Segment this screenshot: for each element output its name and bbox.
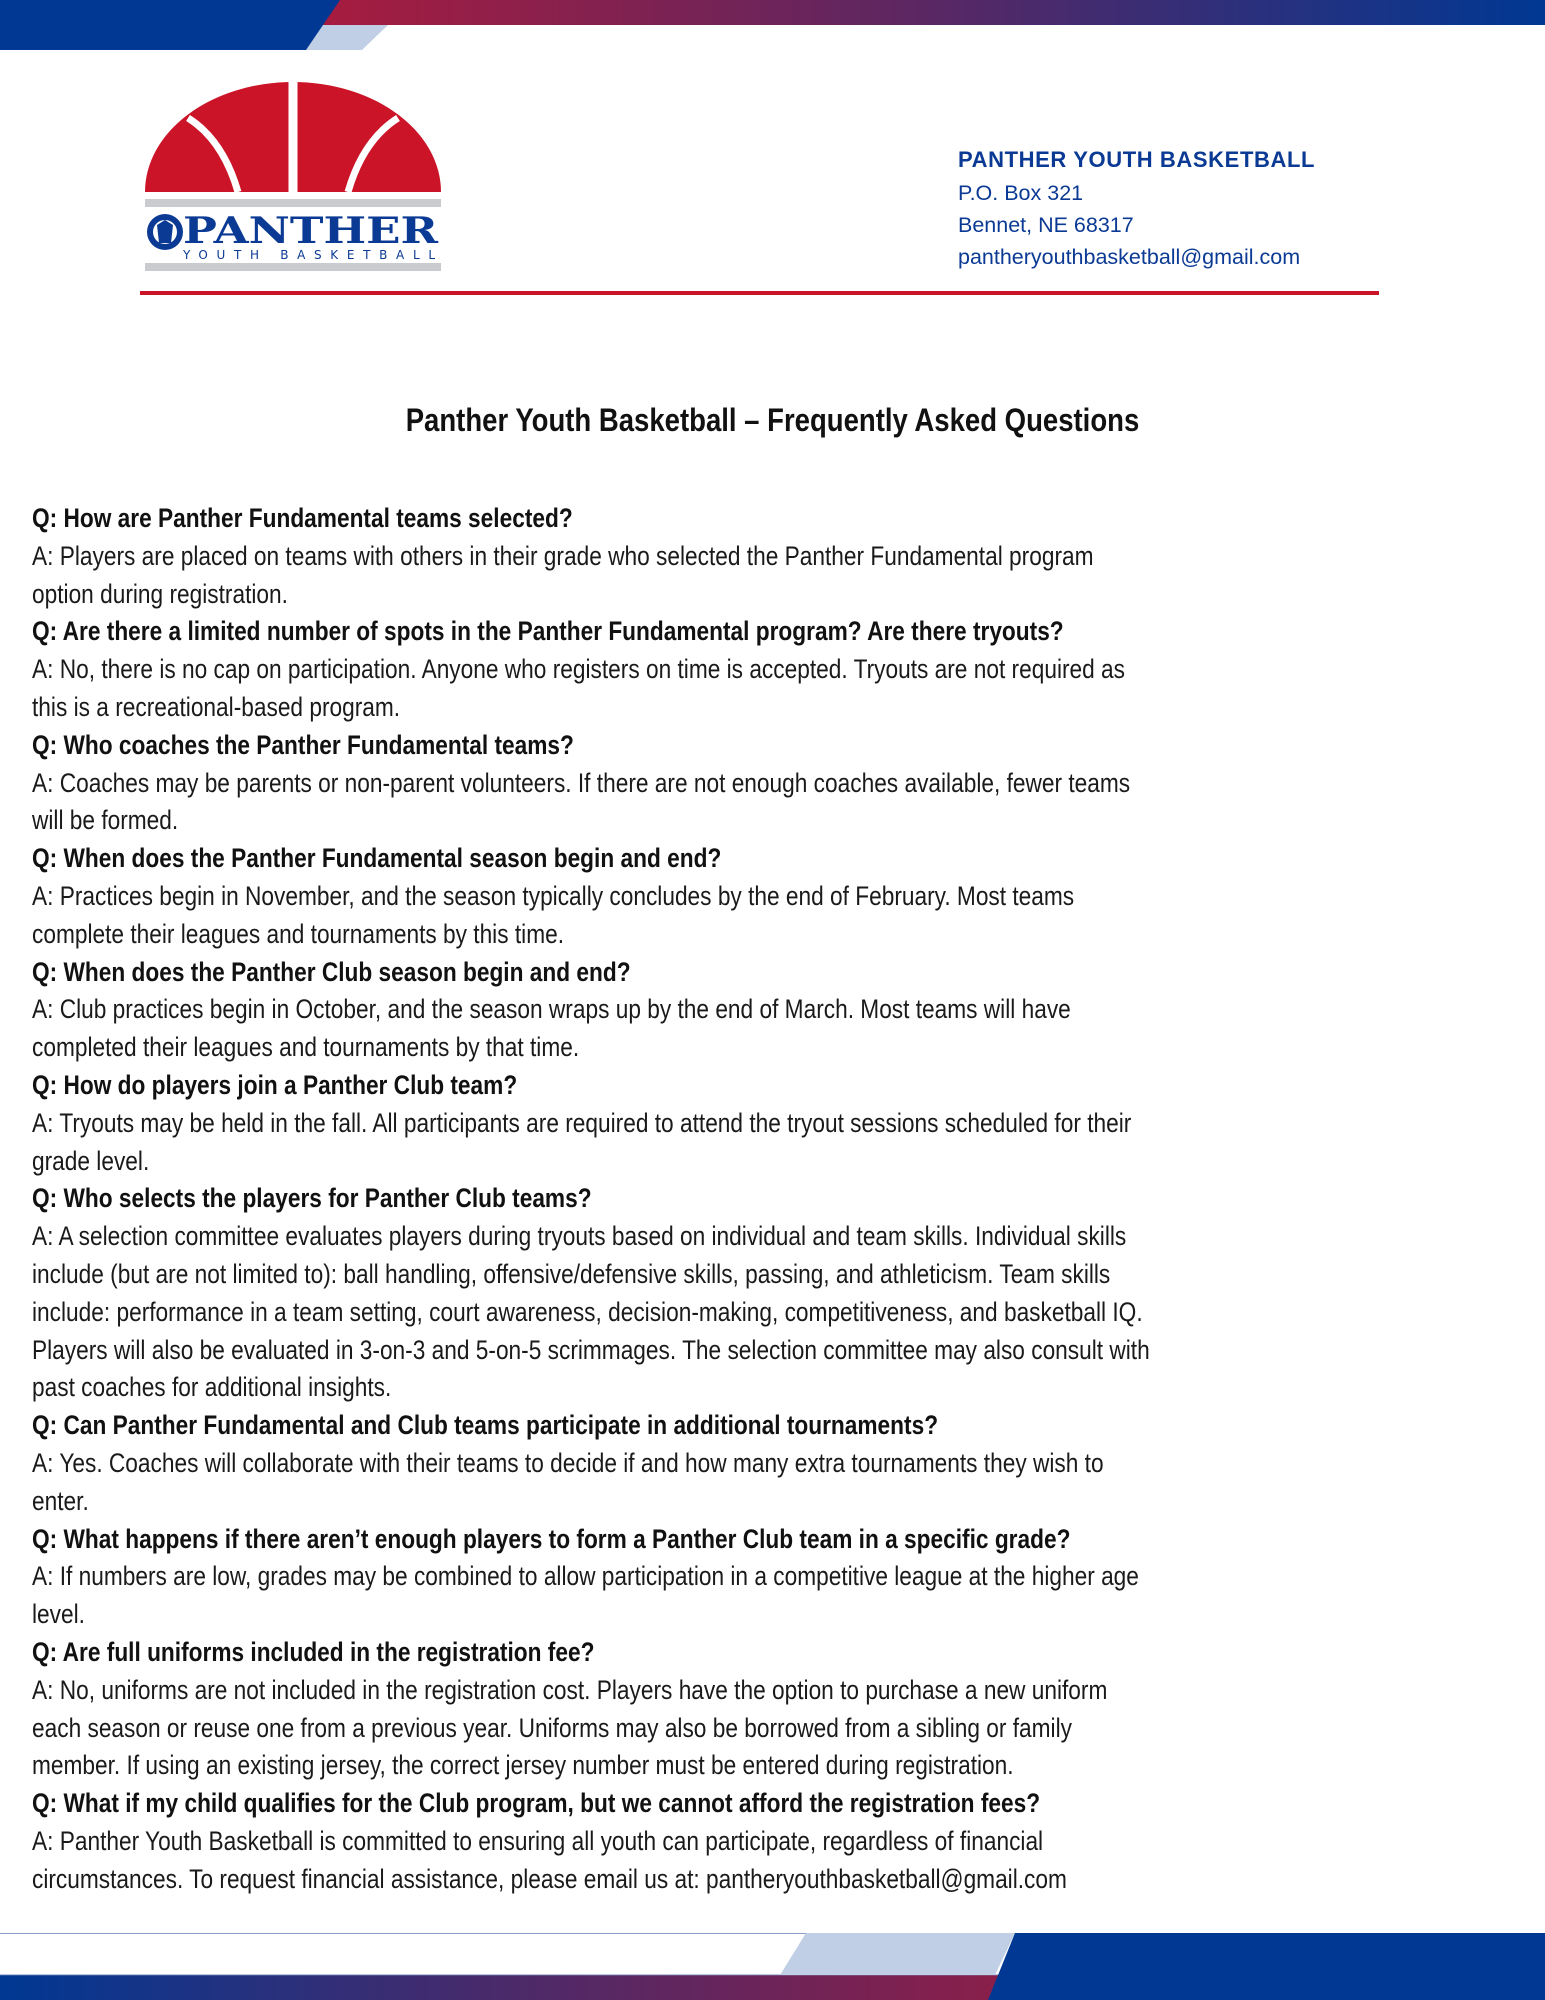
faq-item — [32, 1180, 1522, 1407]
contact-block — [958, 143, 1388, 273]
faq-answer-line: A: Club practices begin in October, and the season wraps up by the end of March. Most teams will have — [32, 994, 1071, 1025]
faq-item — [32, 1521, 1522, 1634]
faq-item — [32, 1785, 1522, 1898]
faq-answer-line: each season or reuse one from a previous year. Uniforms may also be borrowed from a sibling or family — [32, 1712, 1072, 1743]
faq-answer-line: Players will also be evaluated in 3-on-3 and 5-on-5 scrimmages. The selection committee may also consult with — [32, 1334, 1150, 1365]
faq-answer-line: A: No, uniforms are not included in the registration cost. Players have the option to purchase a new uniform — [32, 1674, 1108, 1705]
faq-question: Q: Can Panther Fundamental and Club teams participate in additional tournaments? — [32, 1410, 939, 1441]
faq-answer-line: will be formed. — [32, 805, 179, 836]
faq-question: Q: Are full uniforms included in the registration fee? — [32, 1636, 595, 1667]
basketball-half-icon — [145, 75, 441, 192]
faq-answer-line: A: Yes. Coaches will collaborate with their teams to decide if and how many extra tournaments they wish to — [32, 1447, 1104, 1478]
faq-answer-line: A: A selection committee evaluates players during tryouts based on individual and team skills. Individual skills — [32, 1221, 1127, 1252]
faq-answer-line: complete their leagues and tournaments by this time. — [32, 918, 565, 949]
faq-question: Q: How do players join a Panther Club team? — [32, 1069, 518, 1100]
faq-item — [32, 727, 1522, 840]
faq-question: Q: When does the Panther Fundamental season begin and end? — [32, 843, 722, 874]
faq-answer-line: completed their leagues and tournaments by that time. — [32, 1032, 580, 1063]
address-line-2: Bennet, NE 68317 — [958, 213, 1134, 237]
faq-answer-line: grade level. — [32, 1145, 150, 1176]
faq-answer-line: circumstances. To request financial assistance, please email us at: pantheryouthbasketball@gmail.com — [32, 1863, 1067, 1894]
faq-item — [32, 613, 1522, 726]
contact-email: pantheryouthbasketball@gmail.com — [958, 245, 1301, 269]
faq-item — [32, 1634, 1522, 1785]
faq-question: Q: Are there a limited number of spots in the Panther Fundamental program? Are there tryouts? — [32, 616, 1064, 647]
faq-answer-line: A: Coaches may be parents or non-parent volunteers. If there are not enough coaches available, fewer teams — [32, 767, 1131, 798]
faq-answer-line: A: Tryouts may be held in the fall. All participants are required to attend the tryout sessions scheduled for their — [32, 1107, 1132, 1138]
faq-answer-line: include (but are not limited to): ball handling, offensive/defensive skills, passing, and athleticism. Team skills — [32, 1258, 1111, 1289]
faq-answer-line: include: performance in a team setting, court awareness, decision-making, competitiveness, and basketball IQ. — [32, 1296, 1143, 1327]
header-divider — [140, 291, 1379, 295]
faq-answer-line: A: If numbers are low, grades may be combined to allow participation in a competitive league at the higher age — [32, 1561, 1139, 1592]
faq-question: Q: When does the Panther Club season begin and end? — [32, 956, 631, 987]
faq-question: Q: What if my child qualifies for the Club program, but we cannot afford the registration fees? — [32, 1788, 1041, 1819]
top-decorative-band — [0, 0, 1545, 50]
faq-question: Q: Who selects the players for Panther Club teams? — [32, 1183, 592, 1214]
address-line-1: P.O. Box 321 — [958, 181, 1084, 205]
faq-answer-line: option during registration. — [32, 578, 288, 609]
faq-answer-line: level. — [32, 1599, 85, 1630]
panther-logo — [143, 75, 443, 275]
faq-list — [32, 500, 1522, 1898]
faq-item — [32, 954, 1522, 1067]
page-title-text: Panther Youth Basketball – Frequently Asked Questions — [405, 402, 1140, 438]
faq-item — [32, 1067, 1522, 1180]
faq-answer-line: member. If using an existing jersey, the correct jersey number must be entered during registration. — [32, 1750, 1014, 1781]
svg-text:PANTHER: PANTHER — [183, 210, 440, 252]
faq-item — [32, 840, 1522, 953]
organization-name: PANTHER YOUTH BASKETBALL — [958, 147, 1316, 172]
faq-answer-line: A: Panther Youth Basketball is committed to ensuring all youth can participate, regardless of financial — [32, 1825, 1044, 1856]
faq-item — [32, 1407, 1522, 1520]
bottom-decorative-band — [0, 1933, 1545, 2000]
faq-item — [32, 500, 1522, 613]
page-title — [0, 402, 1545, 439]
faq-answer-line: A: No, there is no cap on participation. Anyone who registers on time is accepted. Tryouts are not required as — [32, 654, 1126, 685]
faq-question: Q: How are Panther Fundamental teams selected? — [32, 503, 573, 533]
faq-question: Q: Who coaches the Panther Fundamental teams? — [32, 729, 574, 760]
faq-answer-line: past coaches for additional insights. — [32, 1372, 392, 1403]
faq-answer-line: A: Players are placed on teams with others in their grade who selected the Panther Fundamental program — [32, 540, 1094, 571]
faq-answer-line: enter. — [32, 1485, 89, 1516]
faq-answer-line: this is a recreational-based program. — [32, 691, 401, 722]
faq-question: Q: What happens if there aren’t enough players to form a Panther Club team in a specific grade? — [32, 1523, 1071, 1554]
svg-text:YOUTH BASKETBALL: YOUTH BASKETBALL — [183, 248, 438, 262]
faq-answer-line: A: Practices begin in November, and the season typically concludes by the end of February. Most teams — [32, 880, 1075, 911]
panther-mascot-icon — [147, 214, 183, 250]
